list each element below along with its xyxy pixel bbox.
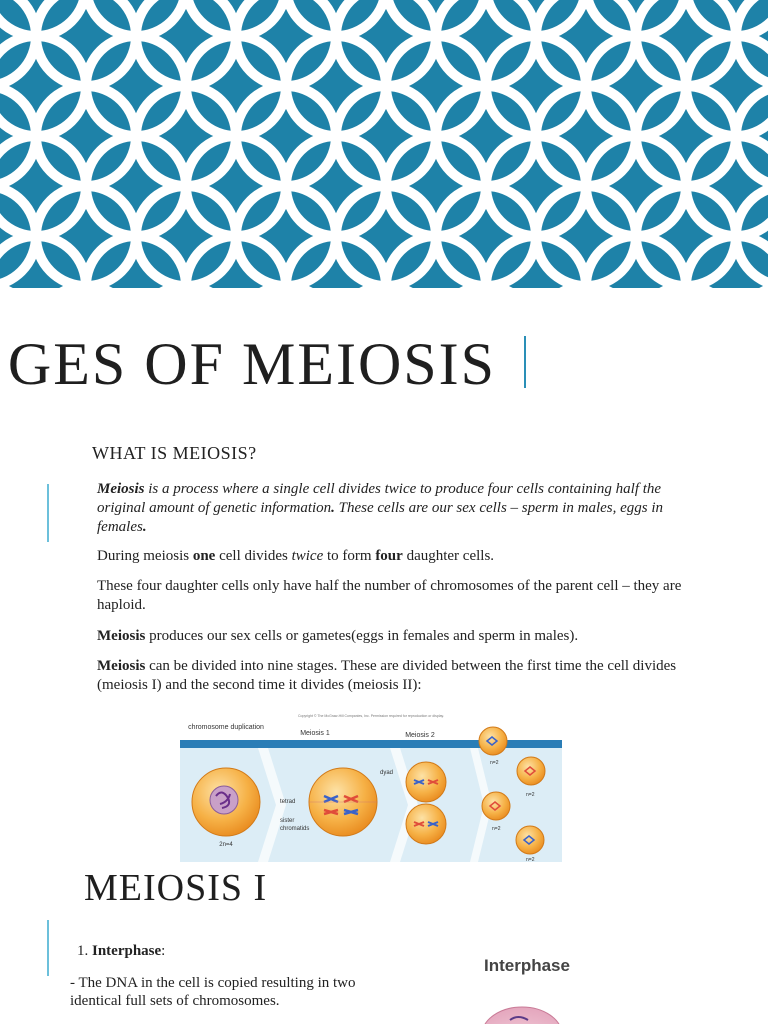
bold-dot: . bbox=[331, 500, 335, 516]
term-italic: twice bbox=[291, 548, 324, 564]
accent-bar bbox=[47, 920, 49, 976]
paragraph-text: produces our sex cells or gametes(eggs in females and sperm in males). bbox=[145, 628, 579, 644]
slide-title-text: GES OF MEIOSIS bbox=[7, 331, 496, 397]
label-meiosis-2: Meiosis 2 bbox=[405, 732, 435, 739]
label-2n4: 2n=4 bbox=[219, 842, 233, 848]
label-meiosis-1: Meiosis 1 bbox=[300, 730, 330, 737]
label-n2: n=2 bbox=[526, 792, 535, 798]
paragraph-nine-stages bbox=[97, 657, 697, 695]
term-bold: Meiosis bbox=[97, 658, 146, 674]
label-tetrad: tetrad bbox=[280, 799, 296, 805]
interphase-cell-graphic bbox=[470, 990, 580, 1024]
step-number: 1. bbox=[77, 943, 92, 959]
term-bold: one bbox=[192, 548, 216, 564]
section-title: MEIOSIS I bbox=[84, 867, 268, 909]
paragraph-gametes bbox=[97, 627, 697, 646]
step-colon: : bbox=[161, 943, 166, 959]
term-bold: Meiosis bbox=[97, 628, 146, 644]
step-heading bbox=[77, 943, 165, 960]
label-n2: n=2 bbox=[492, 826, 501, 832]
intro-paragraph bbox=[97, 480, 697, 537]
paragraph-text: During meiosis bbox=[97, 548, 193, 564]
paragraph-one-cell bbox=[97, 547, 697, 566]
title-accent-bar bbox=[524, 336, 526, 388]
term-bold: Meiosis bbox=[97, 481, 145, 497]
header-banner bbox=[0, 0, 768, 288]
term-bold: four bbox=[375, 548, 403, 564]
paragraph-text: daughter cells. bbox=[402, 548, 495, 564]
interphase-image-label: Interphase bbox=[484, 956, 570, 975]
paragraph-text: is a process where a single cell divides twice to produce four cells containing half the original amount of genetic information bbox=[97, 481, 662, 516]
slide-title bbox=[0, 324, 520, 404]
label-chromatids: chromatids bbox=[280, 826, 310, 832]
accent-bar bbox=[47, 484, 49, 542]
paragraph-text: cell divides bbox=[215, 548, 292, 564]
label-dyad: dyad bbox=[380, 770, 394, 776]
label-chromosome-duplication: chromosome duplication bbox=[188, 724, 264, 731]
paragraph-text: to form bbox=[323, 548, 376, 564]
interphase-cell-image bbox=[470, 990, 580, 1029]
meiosis-diagram bbox=[180, 710, 562, 862]
bold-dot: . bbox=[142, 519, 147, 535]
label-n2: n=2 bbox=[526, 857, 535, 862]
paragraph-haploid: These four daughter cells only have half the number of chromosomes of the parent cell – they are haploid. bbox=[97, 578, 682, 613]
meiosis-diagram-graphic bbox=[180, 710, 562, 862]
label-sister: sister bbox=[280, 818, 295, 824]
step-description: - The DNA in the cell is copied resulting in two identical full sets of chromosomes. bbox=[70, 975, 356, 1009]
circle-pattern-graphic bbox=[0, 0, 768, 288]
copyright-text: Copyright © The McGraw-Hill Companies, Inc. Permission required for reproduction or display. bbox=[297, 714, 445, 718]
label-n2: n=2 bbox=[490, 760, 499, 766]
step-name: Interphase bbox=[92, 943, 162, 959]
paragraph-text: can be divided into nine stages. These are divided between the first time the cell divides (meiosis I) and the second time it divides (meiosis II): bbox=[97, 658, 677, 693]
section-heading: WHAT IS MEIOSIS? bbox=[92, 443, 257, 463]
paragraph-text: These cells are our sex cells – sperm in males, eggs in females bbox=[97, 500, 664, 535]
